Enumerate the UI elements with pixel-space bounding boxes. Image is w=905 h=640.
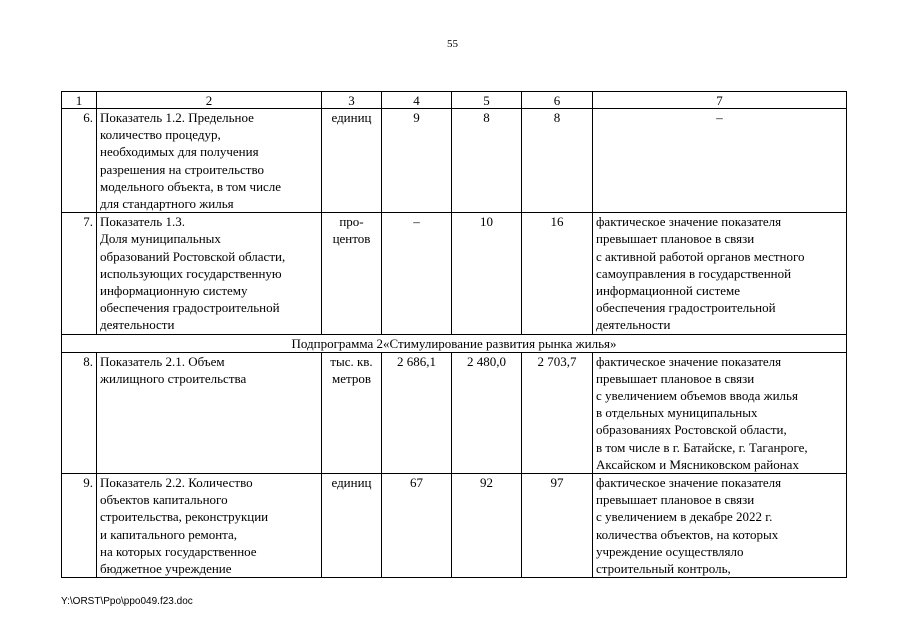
row-number: 6. [62,109,97,213]
note-cell: фактическое значение показателя превышает плановое в связи с увеличением в декабре 2022 г. количества объектов, на которых учреждение осуществляло строительный контроль, [593,474,847,578]
table-row [62,109,847,213]
value-cell: 92 [452,474,522,578]
page-number: 55 [447,38,458,50]
header-cell: 3 [322,92,382,109]
unit-cell: про- центов [322,213,382,334]
value-cell: 8 [522,109,593,213]
unit-cell: единиц [322,474,382,578]
unit-cell: тыс. кв. метров [322,352,382,473]
value-cell: – [382,213,452,334]
indicator-name: Показатель 2.2. Количество объектов капитального строительства, реконструкции и капитального ремонта, на которых государственное бюджетное учреждение [97,474,322,578]
indicator-name: Показатель 1.2. Предельное количество процедур, необходимых для получения разрешения на строительство модельного объекта, в том числе для стандартного жилья [97,109,322,213]
header-cell: 6 [522,92,593,109]
table-row [62,352,847,473]
row-number: 8. [62,352,97,473]
indicators-table [61,91,847,578]
value-cell: 67 [382,474,452,578]
table-header-row [62,92,847,109]
indicator-name: Показатель 1.3. Доля муниципальных образований Ростовской области, использующих государственную информационную систему обеспечения градостроительной деятельности [97,213,322,334]
note-cell: – [593,109,847,213]
value-cell: 8 [452,109,522,213]
table-row [62,213,847,334]
section-title: Подпрограмма 2«Стимулирование развития рынка жилья» [62,334,847,352]
header-cell: 2 [97,92,322,109]
row-number: 7. [62,213,97,334]
value-cell: 2 703,7 [522,352,593,473]
unit-cell: единиц [322,109,382,213]
table-row [62,474,847,578]
header-cell: 1 [62,92,97,109]
note-cell: фактическое значение показателя превышает плановое в связи с активной работой органов местного самоуправления в государственной информационной системе обеспечения градостроительной деятельности [593,213,847,334]
value-cell: 2 686,1 [382,352,452,473]
row-number: 9. [62,474,97,578]
header-cell: 5 [452,92,522,109]
indicator-name: Показатель 2.1. Объем жилищного строительства [97,352,322,473]
value-cell: 9 [382,109,452,213]
header-cell: 7 [593,92,847,109]
value-cell: 10 [452,213,522,334]
header-cell: 4 [382,92,452,109]
note-cell: фактическое значение показателя превышает плановое в связи с увеличением объемов ввода жилья в отдельных муниципальных образованиях Ростовской области, в том числе в г. Батайске, г. Таганроге, Аксайском и Мясниковском районах [593,352,847,473]
value-cell: 2 480,0 [452,352,522,473]
value-cell: 97 [522,474,593,578]
footer-file-path: Y:\ORST\Ppo\ppo049.f23.doc [61,596,193,607]
value-cell: 16 [522,213,593,334]
section-row [62,334,847,352]
